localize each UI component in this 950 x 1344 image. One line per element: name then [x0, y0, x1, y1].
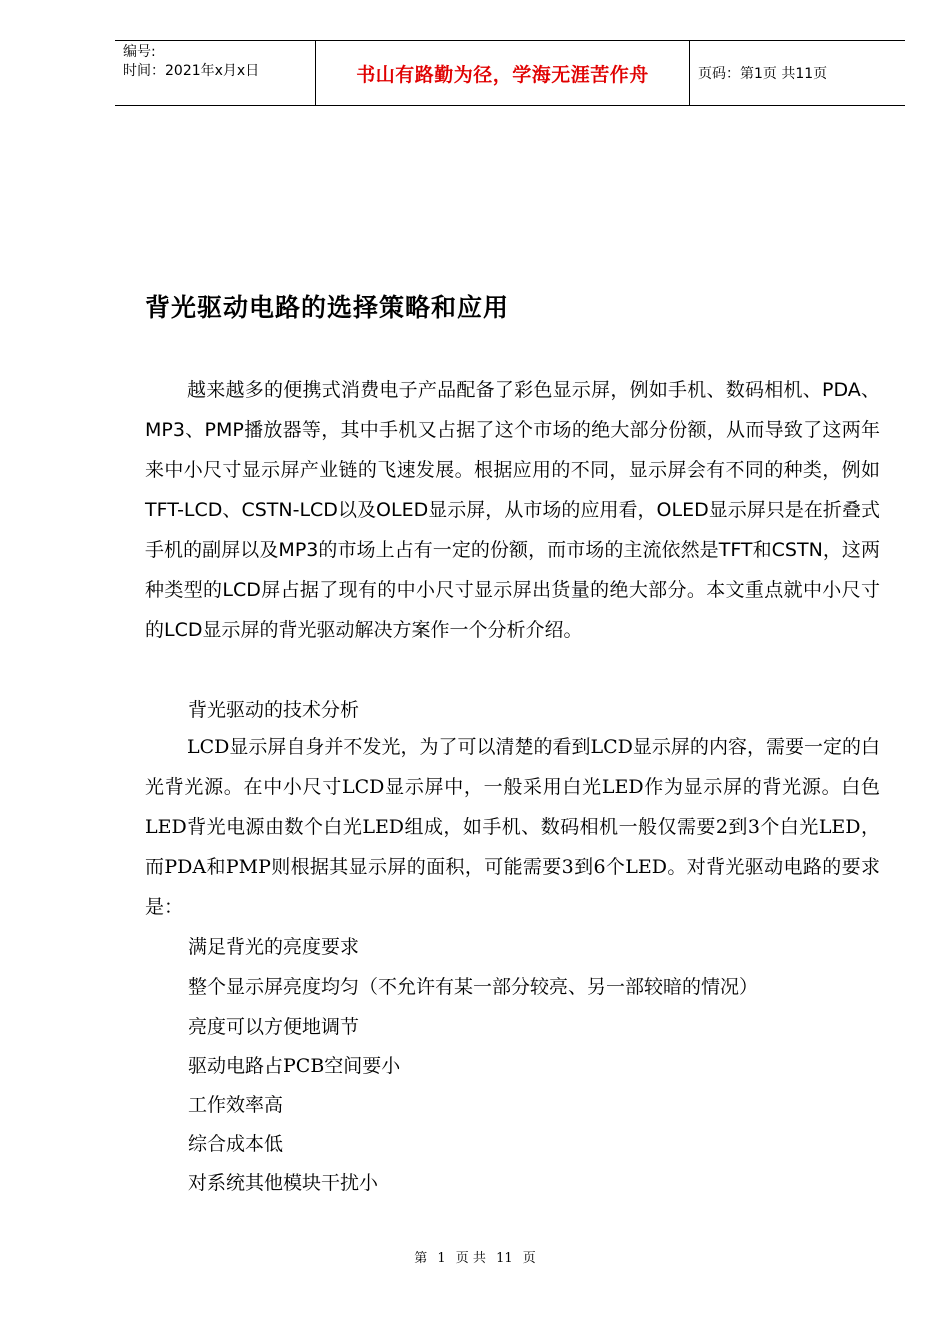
serial-label: 编号: — [123, 44, 156, 60]
footer-suffix: 页 — [522, 1251, 536, 1266]
header-motto-cell — [316, 41, 690, 105]
header-table — [115, 40, 905, 106]
motto: 书山有路勤为径，学海无涯苦作舟 — [356, 63, 649, 86]
time-label: 时间：2021年x月x日 — [123, 63, 260, 79]
document-title: 背光驱动电路的选择策略和应用 — [145, 293, 510, 322]
footer-page-number: 1 — [437, 1251, 446, 1266]
page-info: 页码：第1页 共11页 — [698, 66, 828, 82]
page-footer — [0, 1247, 950, 1266]
requirement-item: 亮度可以方便地调节 — [188, 1016, 360, 1038]
requirement-item: 整个显示屏亮度均匀（不允许有某一部分较亮、另一部较暗的情况） — [188, 976, 759, 998]
header-page-cell — [690, 41, 905, 105]
section-heading: 背光驱动的技术分析 — [188, 699, 360, 721]
requirement-item: 满足背光的亮度要求 — [188, 936, 360, 958]
footer-total-pages: 11 — [496, 1251, 513, 1266]
technical-paragraph: LCD显示屏自身并不发光，为了可以清楚的看到LCD显示屏的内容，需要一定的白光背光源。在中小尺寸LCD显示屏中，一般采用白光LED作为显示屏的背光源。白色LED背光电源由数个白光LED组成，如手机、数码相机一般仅需要2到3个白光LED，而PDA和PMP则根据其显示屏的面积，可能需要3到6个LED。对背光驱动电路的要求是： — [145, 736, 880, 918]
requirement-item: 对系统其他模块干扰小 — [188, 1172, 379, 1194]
requirement-item: 工作效率高 — [188, 1094, 284, 1116]
requirement-item: 驱动电路占PCB空间要小 — [188, 1055, 401, 1077]
header-left-cell — [115, 41, 316, 105]
requirement-item: 综合成本低 — [188, 1133, 284, 1155]
footer-prefix: 第 — [414, 1251, 428, 1266]
intro-paragraph: 越来越多的便携式消费电子产品配备了彩色显示屏，例如手机、数码相机、PDA、MP3、PMP播放器等，其中手机又占据了这个市场的绝大部分份额，从而导致了这两年来中小尺寸显示屏产业链的飞速发展。根据应用的不同，显示屏会有不同的种类，例如TFT-LCD、CSTN-LCD以及OLED显示屏，从市场的应用看，OLED显示屏只是在折叠式手机的副屏以及MP3的市场上占有一定的份额，而市场的主流依然是TFT和CSTN，这两种类型的LCD屏占据了现有的中小尺寸显示屏出货量的绝大部分。本文重点就中小尺寸的LCD显示屏的背光驱动解决方案作一个分析介绍。 — [145, 379, 880, 641]
footer-mid: 页 共 — [455, 1251, 486, 1266]
